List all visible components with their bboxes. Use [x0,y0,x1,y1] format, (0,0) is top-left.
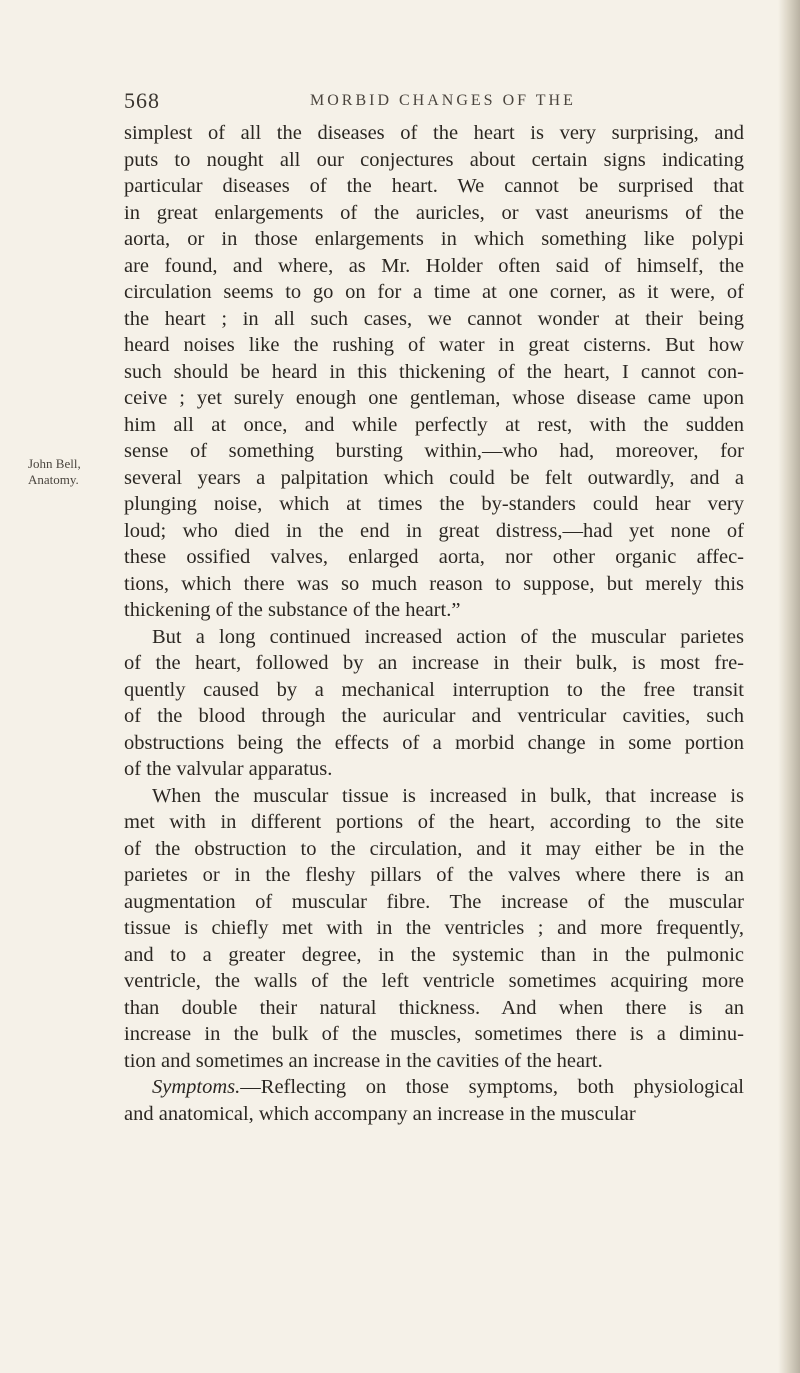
text-line: When the muscular tissue is increased in bulk, that increase is [152,784,744,807]
text-line: loud; who died in the end in great distress,—had yet none of [124,519,744,542]
text-line: ceive ; yet surely enough one gentleman, whose disease came upon [124,387,744,409]
body-text [124,120,744,1127]
text-line: increase in the bulk of the muscles, sometimes there is a diminu- [124,1023,744,1045]
text-line: than double their natural thickness. And when there is an [124,996,744,1019]
text-line: tion and sometimes an increase in the cavities of the heart. [124,1049,603,1072]
text-line: obstructions being the effects of a morbid change in some portion [124,731,744,754]
page-edge-shadow [778,0,800,1373]
symptoms-heading: Symptoms. [152,1076,241,1098]
text-line: augmentation of muscular fibre. The increase of the muscular [124,890,744,913]
text-line: ventricle, the walls of the left ventricle sometimes acquiring more [124,970,744,992]
text-line: tions, which there was so much reason to suppose, but merely this [124,572,744,595]
text-line: circulation seems to go on for a time at one corner, as it were, of [124,281,744,303]
text-line: several years a palpitation which could be felt outwardly, and a [124,466,744,489]
paragraph-3 [124,783,744,1075]
text-line: of the valvular apparatus. [124,758,333,780]
text-line: tissue is chiefly met with in the ventricles ; and more frequently, [124,917,744,939]
text-line: him all at once, and while perfectly at rest, with the sudden [124,413,744,436]
text-line: and anatomical, which accompany an increase in the muscular [124,1102,636,1125]
text-line: in great enlargements of the auricles, or vast aneurisms of the [124,201,744,224]
text-line: heard noises like the rushing of water in great cisterns. But how [124,334,744,356]
text-line: parietes or in the fleshy pillars of the valves where there is an [124,864,744,886]
text-line: plunging noise, which at times the by-standers could hear very [124,493,744,515]
marginal-note-author: John Bell, [28,456,81,471]
marginal-note-source: Anatomy. [28,472,79,487]
page-number: 568 [124,88,160,113]
text-line: particular diseases of the heart. We cannot be surprised that [124,175,744,197]
text-line: puts to nought all our conjectures about certain signs indicating [124,148,744,171]
text-line: But a long continued increased action of the muscular parietes [152,625,744,648]
text-line [124,1074,744,1101]
text-line: these ossified valves, enlarged aorta, nor other organic affec- [124,546,744,568]
text-line: met with in different portions of the heart, according to the site [124,811,744,833]
text-line: quently caused by a mechanical interruption to the free transit [124,678,744,701]
text-line: the heart ; in all such cases, we cannot wonder at their being [124,307,744,330]
text-line: sense of something bursting within,—who had, moreover, for [124,440,744,462]
text-line: and to a greater degree, in the systemic than in the pulmonic [124,943,744,966]
paragraph-1 [124,120,744,624]
page-header [124,88,744,118]
text-line: of the obstruction to the circulation, and it may either be in the [124,837,744,860]
marginal-note [28,456,112,488]
text-line: thickening of the substance of the heart.” [124,599,461,621]
bleed-through-mark [400,1296,418,1304]
text-line: such should be heard in this thickening of the heart, I cannot con- [124,360,744,383]
text-line: aorta, or in those enlargements in which something like polypi [124,228,744,250]
text-line: of the blood through the auricular and ventricular cavities, such [124,705,744,727]
running-head: MORBID CHANGES OF THE [310,92,576,109]
text-fragment: —Reflecting on those symptoms, both physiological [240,1076,744,1098]
text-line: of the heart, followed by an increase in their bulk, is most fre- [124,652,744,674]
paragraph-2 [124,624,744,783]
text-line: simplest of all the diseases of the heart is very surprising, and [124,122,744,144]
text-line: are found, and where, as Mr. Holder often said of himself, the [124,254,744,277]
paragraph-4 [124,1074,744,1127]
